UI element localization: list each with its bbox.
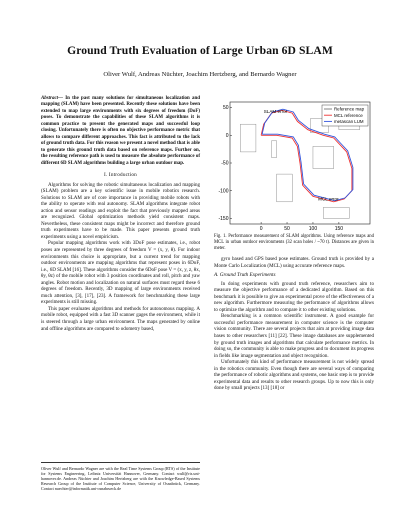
y-tick-label: 50 [222,105,229,112]
subsection-ground-truth-heading: A. Ground Truth Experiments [214,272,276,279]
annotation-label: SLAM error [263,109,288,115]
legend-entry: Reference map [334,106,365,112]
y-tick-label: -50 [221,160,229,167]
paper-title: Ground Truth Evaluation of Large Urban 6D SLAM [67,44,333,57]
abstract [41,96,200,167]
right-paragraph-1: gyro based and GPS based pose estimates. Ground truth is provided by a Monte Carlo Localization (MCL) using accurate reference maps. [214,256,374,269]
footnote: Oliver Wulf and Bernardo Wagner are with the Real Time Systems Group (RTS) of the Institute for Systems Engineering, Leibniz Universität Hannover, Germany. Contact wulf@rts.uni-hannover.de. Andreas Nüchter and Joachim Hertzberg are with the Knowledge-Based Systems Research Group of the Institute of Computer Science, University of Osnabrück, Germany. Contact nuechter@informatik.uni-osnabrueck.de [41,462,200,491]
intro-paragraph-2: Popular mapping algorithms work with 3DoF pose estimates, i.e., robot poses are represented by three degrees of freedom V = (x, y, θ). For indoor environments this choice is appropriate, but a current trend for mapping outdoor environments are mapping algorithms that represent poses in 6DoF, i.e., 6D SLAM [16]. These algorithms consider the 6DoF pose V = (x, y, z, θx, θy, θz) of the mobile robot with 3 position coordinates and roll, pitch and yaw angles. Robot motion and localization on natural surfaces must regard these 6 degrees of freedom. Recently, 3D mapping of large environments received much attention, [3], [17], [23]. A framework for benchmarking these large experiments is still missing. [41,240,200,306]
left-column [41,96,200,332]
figure-1-caption: Fig. 1. Performance measurement of SLAM algorithms. Using reference maps and MCL in urban outdoor environments (32 scan holes / ~70 t). Distances are given in meter. [214,234,374,251]
abstract-label: Abstract [41,96,59,101]
legend-entry: MCL reference [334,112,363,118]
abstract-text: — In the past many solutions for simultaneous localization and mapping (SLAM) have been presented. Recently these solutions have been extended to map large environments with six degrees of freedom (DoF) poses. To demonstrate the capabilities of these SLAM algorithms it is common practice to present the generated maps and successful loop closing. Unfortunately there is often no objective performance metric that allows to compare different approaches. This fact is attributed to the lack of ground truth data. For this reason we present a novel method that is able to generate this ground truth data based on reference maps. Further on, the resulting reference path is used to measure the absolute performance of different 6D SLAM algorithms building a large urban outdoor map. [41,96,200,166]
y-tick-label: 0 [225,132,229,139]
x-tick-label: 150 [334,226,344,232]
paper-authors: Oliver Wulf, Andreas Nüchter, Joachim Hertzberg, and Bernardo Wagner [103,71,297,78]
legend-entry: metascan LUM [334,119,364,124]
figure-1-chart [214,96,374,232]
section-introduction-heading: I. Introduction [104,171,137,178]
x-tick-label: 50 [284,226,290,232]
right-paragraph-3: Benchmarking is a common scientific instrument. A good example for successful performance measurement in computer science is the computer vision community. There are several projects that aim at providing image data bases to other researchers [11] [22]. These image databases are supplemented by ground truth images and algorithms that calculate performance metrics. In doing so, the community is able to make progress and to document its progress in fields like image segmentation and object recognition. [214,313,374,359]
y-tick-label: -150 [218,216,229,223]
right-paragraph-4: Unfortunately this kind of performance measurement is not widely spread in the robotics community. Even though there are several ways of comparing the performance of robotic algorithms and systems, one basic step is to provide experimental data and results to other research groups. Up to now this is only done by small projects [13] [18] or [214,359,374,392]
right-paragraph-2: In doing experiments with ground truth reference, researchers aim to measure the objective performance of a dedicated algorithm. Based on this benchmark it is possible to give an experimental prove of the effectiveness of a new algorithm. Furthermore measuring the performance of algorithms allows to optimize the algorithm and to compare it to other existing solutions. [214,280,374,313]
intro-paragraph-1: Algorithms for solving the robotic simultaneous localization and mapping (SLAM) problem are a key scientific issue in mobile robotics research. Solutions to SLAM are of core importance in providing mobile robots with the ability to operate with real autonomy. SLAM algorithms integrate robot action and sensor readings and exploit the fact that previously mapped areas are recognized. Global optimization methods yield consistent maps. Nevertheless, these consistent maps might be incorrect and therefore ground truth experiments have to be made. This paper presents ground truth experiments using a novel empiricism. [41,181,200,240]
x-tick-label: 100 [308,226,318,232]
y-tick-label: -100 [218,188,229,195]
right-column [214,96,374,392]
x-tick-label: 0 [259,226,263,232]
intro-paragraph-3: This paper evaluates algorithms and methods for autonomous mapping. A mobile robot, equipped with a fast 3D scanner gages the environment, while it is steered through a large urban environment. The maps generated by online and offline algorithms are compared to odometry based, [41,305,200,332]
annotation-label: MCL error [318,196,339,202]
figure-1 [214,96,374,232]
